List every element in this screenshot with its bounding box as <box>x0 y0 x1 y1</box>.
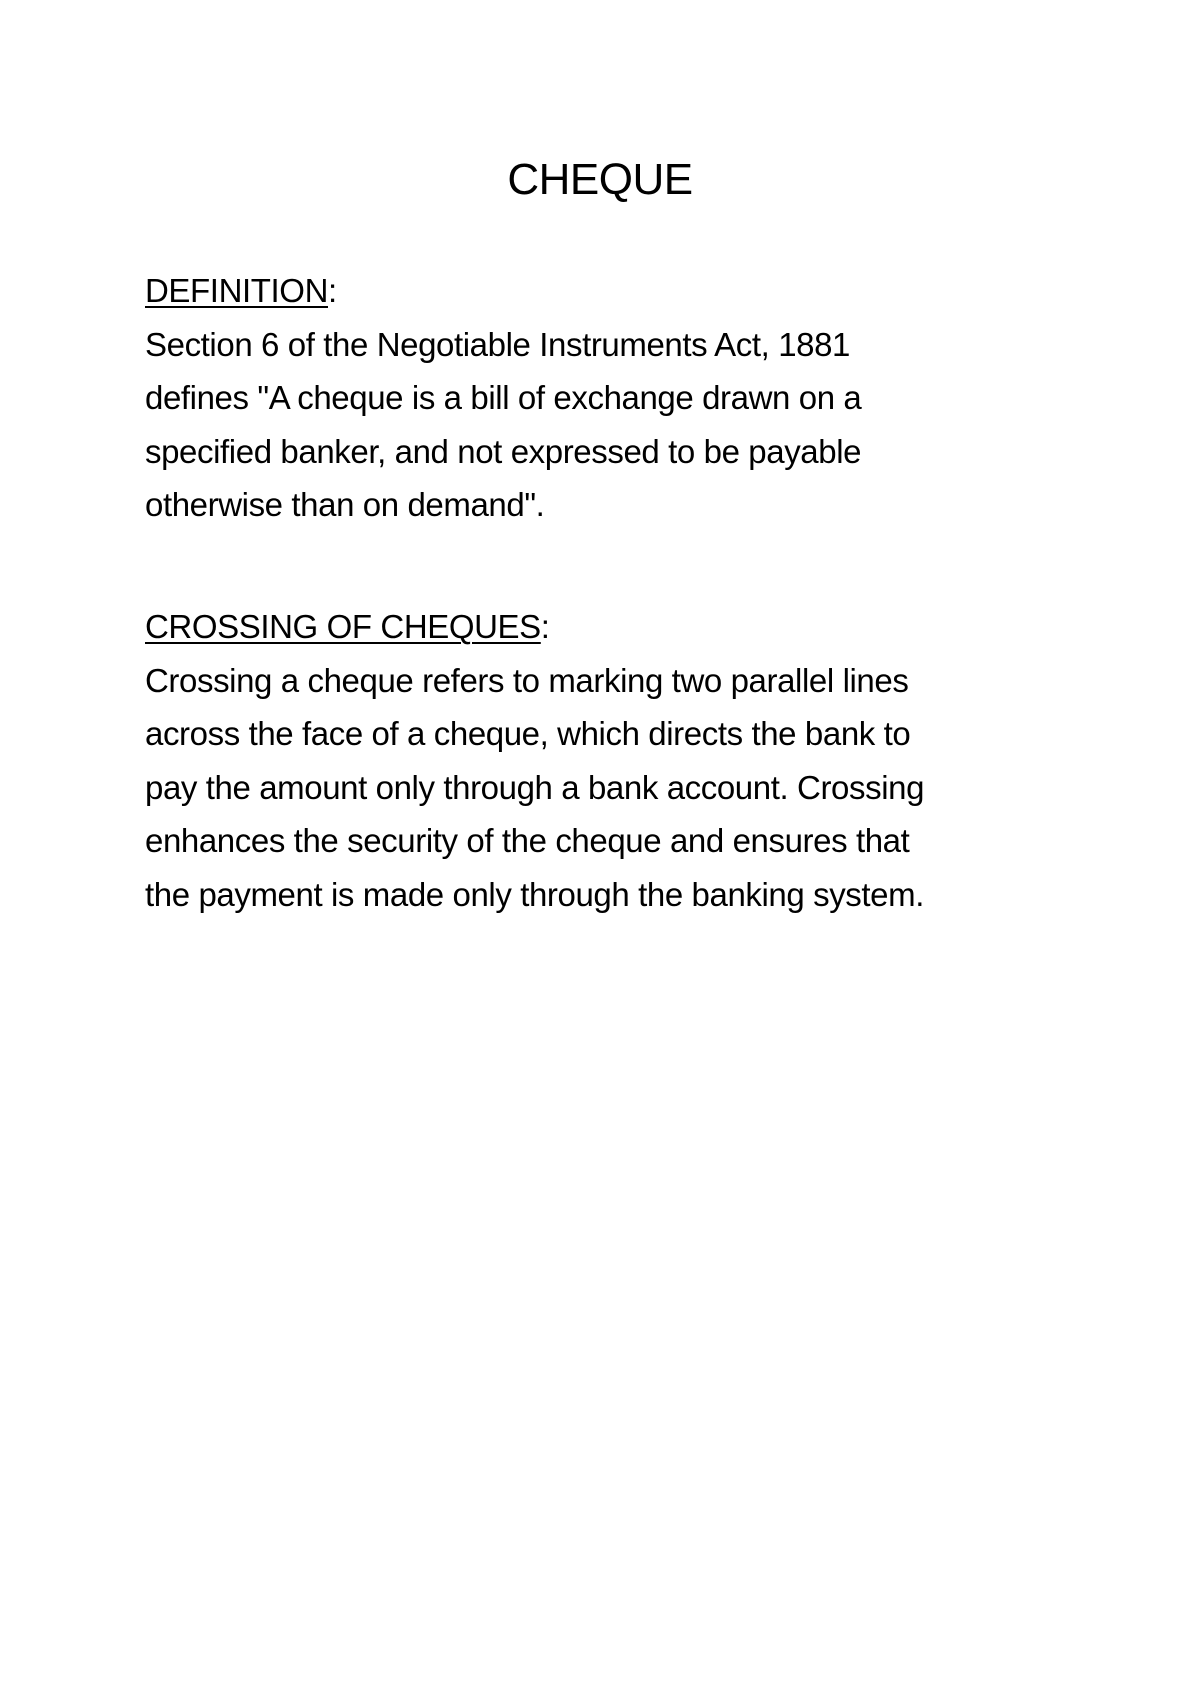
section-heading-text: CROSSING OF CHEQUES <box>145 608 541 645</box>
crossing-section <box>145 600 1075 921</box>
paragraph-line: Section 6 of the Negotiable Instruments Act, 1881 <box>145 325 851 363</box>
paragraph-line: specified banker, and not expressed to be payable <box>145 432 862 470</box>
section-heading-colon: : <box>540 608 550 645</box>
paragraph-line: across the face of a cheque, which directs the bank to <box>145 715 911 752</box>
definition-section <box>145 264 1075 532</box>
document-title: CHEQUE <box>507 155 693 204</box>
paragraph-line: the payment is made only through the banking system. <box>145 875 924 913</box>
paragraph-line: defines "A cheque is a bill of exchange drawn on a <box>145 379 862 416</box>
paragraph-line: enhances the security of the cheque and ensures that <box>145 822 910 859</box>
section-heading-text: DEFINITION <box>145 272 328 309</box>
section-heading <box>145 600 1075 654</box>
section-heading-colon: : <box>328 272 337 309</box>
paragraph-line: Crossing a cheque refers to marking two parallel lines <box>145 661 909 699</box>
section-heading <box>145 264 1075 318</box>
paragraph-line: otherwise than on demand". <box>145 486 545 523</box>
paragraph-line: pay the amount only through a bank account. Crossing <box>145 768 925 806</box>
